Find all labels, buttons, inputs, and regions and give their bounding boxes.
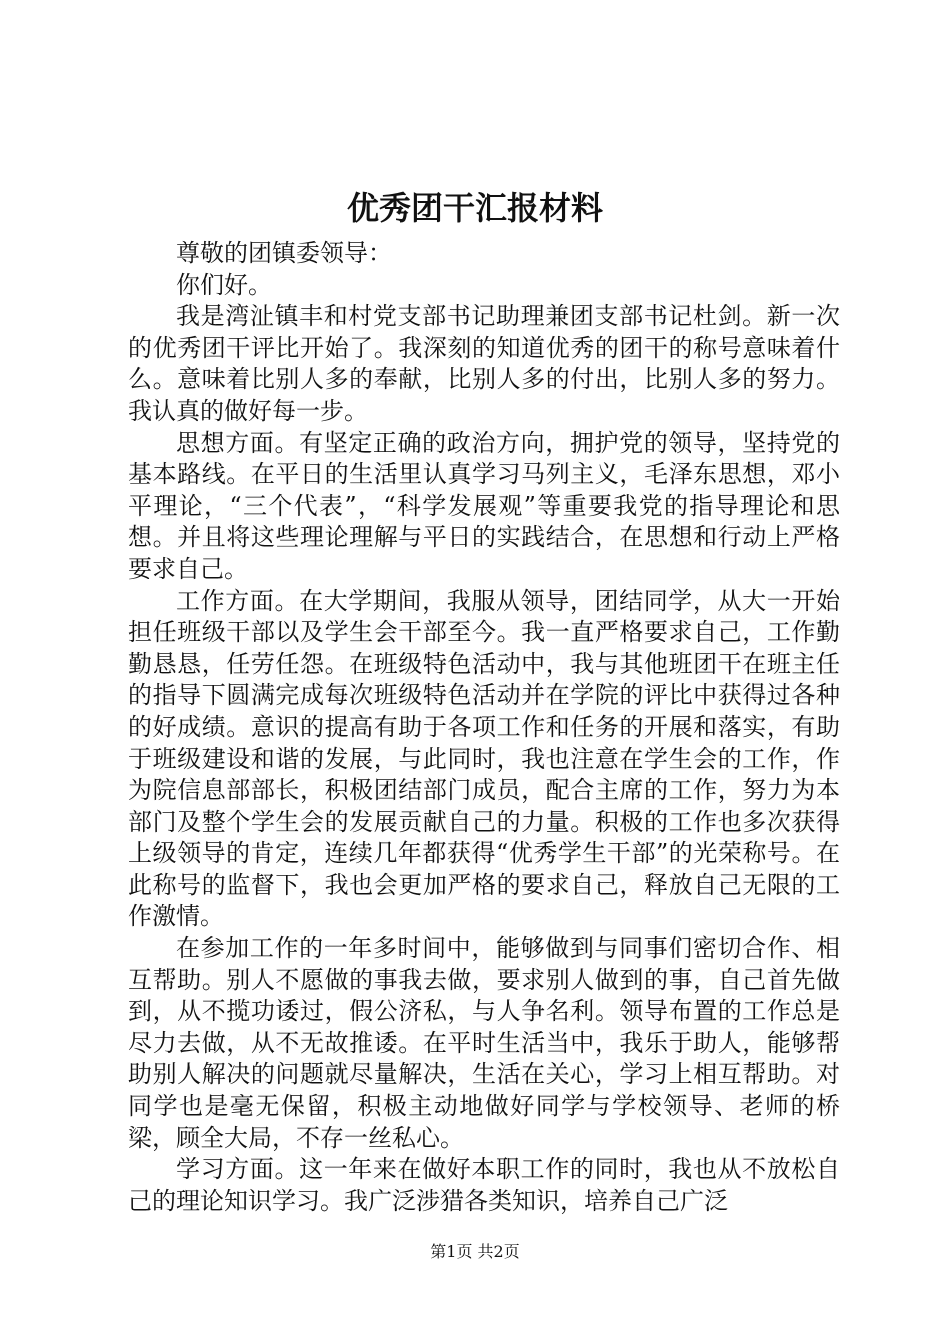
document-body (128, 238, 840, 1217)
paragraph-colleagues: 在参加工作的一年多时间中，能够做到与同事们密切合作、相互帮助。别人不愿做的事我去做，要求别人做到的事，自己首先做到，从不揽功诿过，假公济私，与人争名利。领导布置的工作总是尽力去做，从不无故推诿。在平时生活当中，我乐于助人，能够帮助别人解决的问题就尽量解决，生活在关心，学习上相互帮助。对同学也是毫无保留，积极主动地做好同学与学校领导、老师的桥梁，顾全大局，不存一丝私心。 (128, 934, 840, 1152)
paragraph-study: 学习方面。这一年来在做好本职工作的同时，我也从不放松自己的理论知识学习。我广泛涉猎各类知识，培养自己广泛 (128, 1155, 840, 1215)
paragraph-thought: 思想方面。有坚定正确的政治方向，拥护党的领导，坚持党的基本路线。在平日的生活里认真学习马列主义，毛泽东思想，邓小平理论，“三个代表”，“科学发展观”等重要我党的指导理论和思想。并且将这些理论理解与平日的实践结合，在思想和行动上严格要求自己。 (128, 428, 840, 583)
document-title: 优秀团干汇报材料 (346, 189, 603, 227)
paragraph-intro: 我是湾沚镇丰和村党支部书记助理兼团支部书记杜剑。新一次的优秀团干评比开始了。我深刻的知道优秀的团干的称号意味着什么。意味着比别人多的奉献，比别人多的付出，比别人多的努力。我认真的做好每一步。 (128, 302, 840, 425)
salutation: 尊敬的团镇委领导： (176, 239, 392, 267)
greeting: 你们好。 (176, 270, 272, 299)
page-footer: 第1页 共2页 (430, 1242, 520, 1261)
paragraph-work: 工作方面。在大学期间，我服从领导，团结同学，从大一开始担任班级干部以及学生会干部至今。我一直严格要求自己，工作勤勤恳恳，任劳任怨。在班级特色活动中，我与其他班团干在班主任的指导下圆满完成每次班级特色活动并在学院的评比中获得过各种的好成绩。意识的提高有助于各项工作和任务的开展和落实，有助于班级建设和谐的发展，与此同时，我也注意在学生会的工作，作为院信息部部长，积极团结部门成员，配合主席的工作，努力为本部门及整个学生会的发展贡献自己的力量。积极的工作也多次获得上级领导的肯定，连续几年都获得“优秀学生干部”的光荣称号。在此称号的监督下，我也会更加严格的要求自己，释放自己无限的工作激情。 (128, 586, 840, 931)
